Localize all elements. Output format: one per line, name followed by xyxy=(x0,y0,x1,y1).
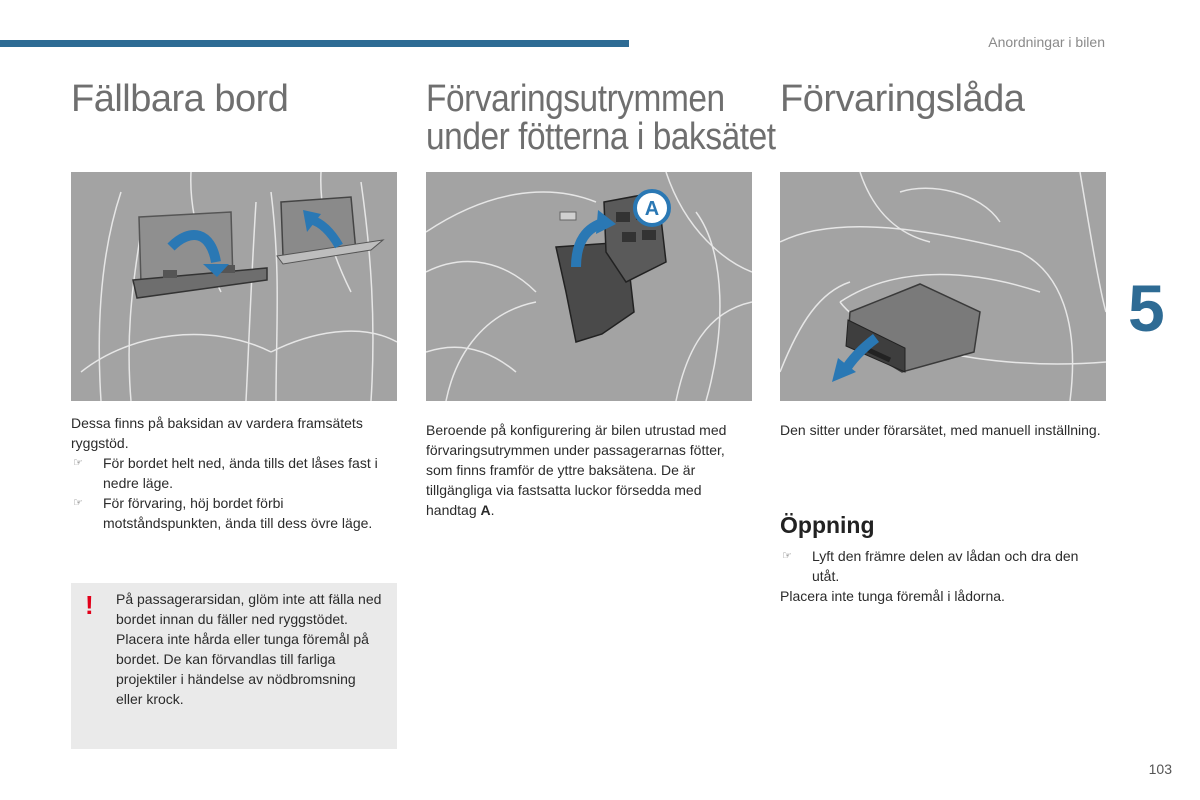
opening-subheading: Öppning xyxy=(780,512,875,538)
footwell-storage-illustration xyxy=(426,172,752,401)
section-title: Fällbara bord xyxy=(71,78,289,120)
list-item: ☞ Lyft den främre delen av lådan och dra den utåt. xyxy=(782,548,1079,584)
warning-text: På passagerarsidan, glöm inte att fälla ned bordet innan du fäller ned ryggstödet. Placera inte hårda eller tunga föremål på bordet. De kan förvandlas till farliga projektiler i händelse av nödbromsning eller krock. xyxy=(116,591,382,707)
section-header: Anordningar i bilen xyxy=(988,34,1105,50)
chapter-number: 5 xyxy=(1128,271,1165,345)
footwell-body: Beroende på konfigurering är bilen utrustad med förvaringsutrymmen under passagerarnas fötter, som finns framför de yttre baksätena. De är tillgängliga via fastsatta luckor försedda med handtag A. xyxy=(426,422,727,518)
section-storage-drawer xyxy=(780,78,1106,604)
page-number: 103 xyxy=(1148,761,1172,777)
pointing-hand-icon: ☞ xyxy=(782,550,792,562)
pointing-hand-icon: ☞ xyxy=(73,457,83,469)
handle-label: A xyxy=(480,502,491,518)
warning-exclamation-icon: ! xyxy=(85,590,94,620)
section-title: Förvaringslåda xyxy=(780,78,1025,120)
storage-drawer-illustration xyxy=(780,172,1106,401)
list-item: ☞ För förvaring, höj bordet förbi motståndspunkten, ända till dess övre läge. xyxy=(73,495,373,531)
folding-table-illustration xyxy=(71,172,397,401)
callout-a-label: A xyxy=(644,198,660,220)
tables-body xyxy=(71,413,397,533)
tables-intro: Dessa finns på baksidan av vardera framsätets ryggstöd. xyxy=(71,415,363,451)
section-footwell-storage xyxy=(426,78,776,518)
section-title: Förvaringsutrymmen under fötterna i baksätet xyxy=(426,78,776,158)
pointing-hand-icon: ☞ xyxy=(73,497,83,509)
header-rule xyxy=(0,40,629,47)
section-folding-tables xyxy=(71,78,397,707)
drawer-instructions xyxy=(780,546,1106,606)
drawer-note: Placera inte tunga föremål i lådorna. xyxy=(780,588,1005,604)
warning-box xyxy=(71,583,397,749)
drawer-intro: Den sitter under förarsätet, med manuell inställning. xyxy=(780,422,1101,438)
drawer-body xyxy=(780,420,1106,440)
list-item: ☞ För bordet helt ned, ända tills det låses fast i nedre läge. xyxy=(73,455,378,491)
